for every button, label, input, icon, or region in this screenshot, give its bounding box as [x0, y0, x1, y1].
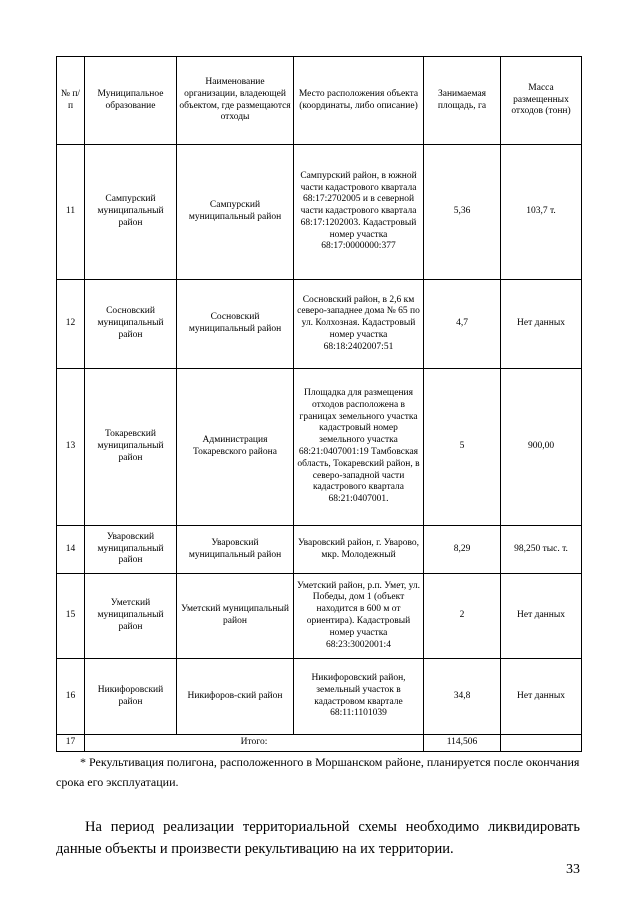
header-num: № п/п: [57, 57, 85, 145]
table-row: [57, 369, 582, 526]
cell-num: 16: [57, 659, 85, 735]
table-row: [57, 659, 582, 735]
header-organization: Наименование организации, владеющей объектом, где размещаются отходы: [177, 57, 294, 145]
cell-num: 14: [57, 526, 85, 574]
cell-area: 5: [424, 369, 501, 526]
cell-location: Никифоровский район, земельный участок в кадастровом квартале 68:11:1101039: [294, 659, 424, 735]
table-total-row: [57, 735, 582, 752]
header-municipality: Муниципальное образование: [85, 57, 177, 145]
cell-organization: Администрация Токаревского района: [177, 369, 294, 526]
total-area: 114,506: [424, 735, 501, 752]
cell-location: Уметский район, р.п. Умет, ул. Победы, дом 1 (объект находится в 600 м от ориентира). Кадастровый номер участка 68:23:3002001:4: [294, 574, 424, 659]
cell-mass: 900,00: [501, 369, 582, 526]
cell-mass: Нет данных: [501, 574, 582, 659]
cell-organization: Уваровский муниципальный район: [177, 526, 294, 574]
table-row: [57, 526, 582, 574]
header-area: Занимаемая площадь, га: [424, 57, 501, 145]
table-row: [57, 280, 582, 369]
total-label: Итого:: [85, 735, 424, 752]
cell-num: 13: [57, 369, 85, 526]
cell-area: 4,7: [424, 280, 501, 369]
cell-mass: 103,7 т.: [501, 145, 582, 280]
cell-municipality: Сампурский муниципальный район: [85, 145, 177, 280]
footnote-text: * Рекультивация полигона, расположенного в Моршанском районе, планируется после окончания срока его эксплуатации.: [56, 755, 580, 789]
cell-num: 11: [57, 145, 85, 280]
cell-location: Уваровский район, г. Уварово, мкр. Молодежный: [294, 526, 424, 574]
table-header-row: [57, 57, 582, 145]
header-location: Место расположения объекта (координаты, либо описание): [294, 57, 424, 145]
cell-area: 5,36: [424, 145, 501, 280]
cell-mass: 98,250 тыс. т.: [501, 526, 582, 574]
header-mass: Масса размещенных отходов (тонн): [501, 57, 582, 145]
cell-municipality: Сосновский муниципальный район: [85, 280, 177, 369]
cell-organization: Уметский муниципальный район: [177, 574, 294, 659]
page-number: 33: [566, 862, 580, 877]
table-row: [57, 574, 582, 659]
cell-area: 2: [424, 574, 501, 659]
total-mass: [501, 735, 582, 752]
cell-location: Сосновский район, в 2,6 км северо-западнее дома № 65 по ул. Колхозная. Кадастровый номер участка 68:18:2402007:51: [294, 280, 424, 369]
total-num: 17: [57, 735, 85, 752]
cell-num: 15: [57, 574, 85, 659]
cell-organization: Никифоров-ский район: [177, 659, 294, 735]
cell-num: 12: [57, 280, 85, 369]
footnote: [56, 752, 580, 792]
cell-location: Площадка для размещения отходов расположена в границах земельного участка кадастровый номер земельного участка 68:21:0407001:19 Тамбовская область, Токаревский район, в северо-западной части кадастрового квартала 68:21:0407001.: [294, 369, 424, 526]
body-paragraph-text: На период реализации территориальной схемы необходимо ликвидировать данные объекты и произвести рекультивацию на их территории.: [56, 819, 580, 857]
cell-municipality: Уметский муниципальный район: [85, 574, 177, 659]
cell-municipality: Уваровский муниципальный район: [85, 526, 177, 574]
cell-area: 34,8: [424, 659, 501, 735]
waste-sites-table: [56, 56, 582, 752]
cell-mass: Нет данных: [501, 280, 582, 369]
cell-municipality: Никифоровский район: [85, 659, 177, 735]
cell-municipality: Токаревский муниципальный район: [85, 369, 177, 526]
body-paragraph: [56, 816, 580, 860]
cell-location: Сампурский район, в южной части кадастрового квартала 68:17:2702005 и в северной части кадастрового квартала 68:17:1202003. Кадастровый номер участка 68:17:0000000:377: [294, 145, 424, 280]
cell-organization: Сосновский муниципальный район: [177, 280, 294, 369]
cell-mass: Нет данных: [501, 659, 582, 735]
table-row: [57, 145, 582, 280]
cell-area: 8,29: [424, 526, 501, 574]
cell-organization: Сампурский муниципальный район: [177, 145, 294, 280]
